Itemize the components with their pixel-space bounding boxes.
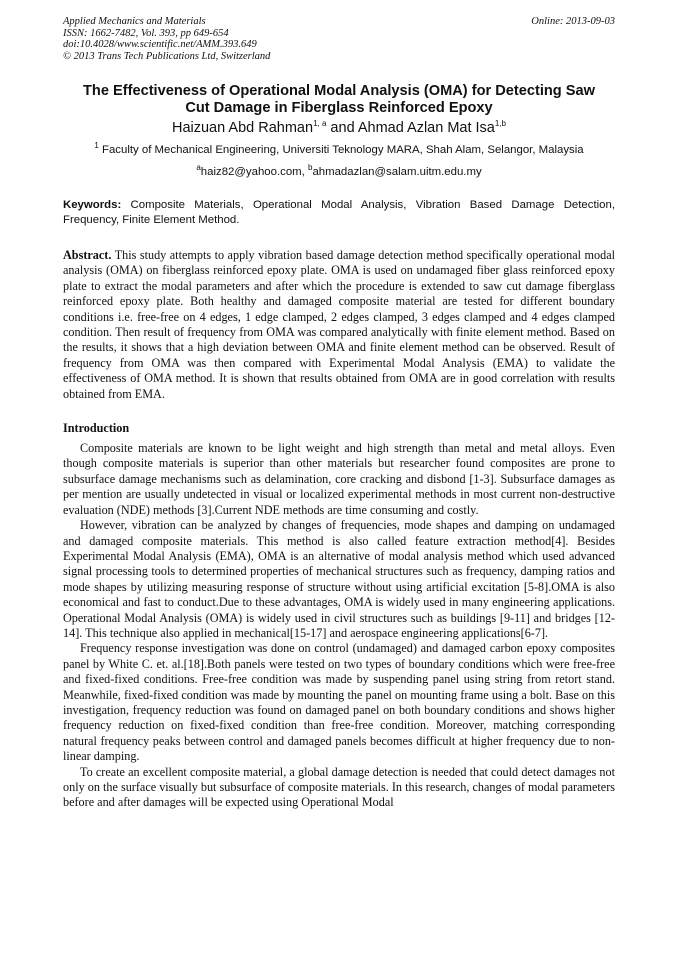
- keywords: [63, 198, 615, 228]
- email-link[interactable]: ahmadazlan@salam.uitm.edu.my: [312, 166, 482, 178]
- introduction-body: [63, 441, 615, 811]
- author-conjunction: and: [326, 120, 358, 136]
- body-paragraph: However, vibration can be analyzed by changes of frequencies, mode shapes and damping on undamaged and damaged composite materials. This method is also called feature extraction method[4]. Besides Experimental Modal Analysis (EMA), OMA is an alternative of modal analysis method which used advanced signal processing tools to determined properties of mechanical structures such as frequency, damping ratios and mode shapes by utilizing measuring response of structure without using artificial excitation [5-8].OMA is also economical and fast to conduct.Due to these advantages, OMA is widely used in many engineering applications. Operational Modal Analysis (OMA) is widely used in civil structures such as buildings [9-11] and bridges [12-14]. This technique also applied in mechanical[15-17] and aerospace engineering applications[6-7].: [63, 518, 615, 640]
- keywords-label: Keywords:: [63, 199, 122, 211]
- issn: ISSN: 1662-7482, Vol. 393, pp 649-654: [63, 27, 229, 39]
- author-affiliation-mark: 1, a: [313, 119, 327, 129]
- paper-title: The Effectiveness of Operational Modal Analysis (OMA) for Detecting Saw Cut Damage in Fiberglass Reinforced Epoxy: [83, 83, 595, 116]
- author-emails: [63, 165, 615, 179]
- keywords-text: Composite Materials, Operational Modal Analysis, Vibration Based Damage Detection, Frequency, Finite Element Method.: [63, 199, 615, 226]
- online-date: Online: 2013-09-03: [531, 16, 615, 27]
- affiliation-mark: 1: [94, 141, 99, 151]
- author-affiliation-mark: 1,b: [494, 119, 506, 129]
- journal-name: Applied Mechanics and Materials: [63, 16, 206, 27]
- abstract-text: This study attempts to apply vibration based damage detection method specifically operational modal analysis (OMA) on fiberglass reinforced epoxy plate. OMA is used on undamaged fiber glass reinforced epoxy plate to extract the modal parameters and after which the procedure is extended to saw cut damage fiberglass reinforced epoxy plate. Both healthy and damaged composite material are tested for different boundary conditions i.e. free-free on 4 edges, 1 edge clamped, 2 edges clamped, 3 edges clamped and 4 edges clamped condition. Then result of frequency from OMA was compared analytically with finite element method. Based on the results, it shows that a high deviation between OMA and finite element method can be observed. Result of frequency from OMA was then compared with Experimental Modal Analysis (EMA) to validate the effectiveness of OMA method. It is shown that results obtained from OMA are in good correlation with results obtained from EMA.: [63, 248, 615, 401]
- body-paragraph: Composite materials are known to be light weight and high strength than metal and metal alloys. Even though composite materials is superior than other materials but researcher found composites are prone to subsurface damage mechanisms such as delamination, core cracking and disbond [1-3]. Subsurface damages as per mention are usually undetected in visual or localized experimental methods in most current non-destructive evaluation (NDE) methods [3].Current NDE methods are time consuming and costly.: [63, 441, 615, 517]
- body-paragraph: Frequency response investigation was done on control (undamaged) and damaged carbon epoxy composites panel by White C. et. al.[18].Both panels were tested on two types of boundary conditions which were free-free and fixed-fixed conditions. Free-free condition was made by suspending panel using string from retort stand. Meanwhile, fixed-fixed condition was made by mounting the panel on mounting frame using a bolt. Base on this investigation, frequency reduction was found on damaged panel on both boundary conditions and shows higher frequency reduction on fixed-fixed condition than free-free condition. Moreover, matching corresponding natural frequency peaks between control and damaged panels becomes difficult at higher frequency due to non-linear damping.: [63, 641, 615, 764]
- doi: doi:10.4028/www.scientific.net/AMM.393.649: [63, 39, 257, 50]
- body-paragraph: To create an excellent composite material, a global damage detection is needed that could detect damages not only on the surface visually but subsurface of composite materials. In this research, changes of modal parameters before and after damages will be expected using Operational Modal: [63, 764, 615, 810]
- affiliation-text: Faculty of Mechanical Engineering, Universiti Teknology MARA, Shah Alam, Selangor, Malaysia: [98, 144, 584, 156]
- email-mark: a: [196, 163, 201, 173]
- abstract: [63, 248, 615, 402]
- copyright: © 2013 Trans Tech Publications Ltd, Switzerland: [63, 50, 271, 62]
- author-line: [63, 119, 615, 137]
- author-name: Ahmad Azlan Mat Isa: [357, 120, 495, 136]
- paper-page: [63, 16, 615, 811]
- email-link[interactable]: haiz82@yahoo.com,: [200, 166, 308, 178]
- section-heading: Introduction: [63, 421, 130, 436]
- abstract-label: Abstract.: [63, 248, 112, 262]
- email-mark: b: [307, 163, 313, 173]
- author-name: Haizuan Abd Rahman: [171, 120, 314, 136]
- affiliation: [63, 143, 615, 157]
- journal-header: [63, 16, 615, 62]
